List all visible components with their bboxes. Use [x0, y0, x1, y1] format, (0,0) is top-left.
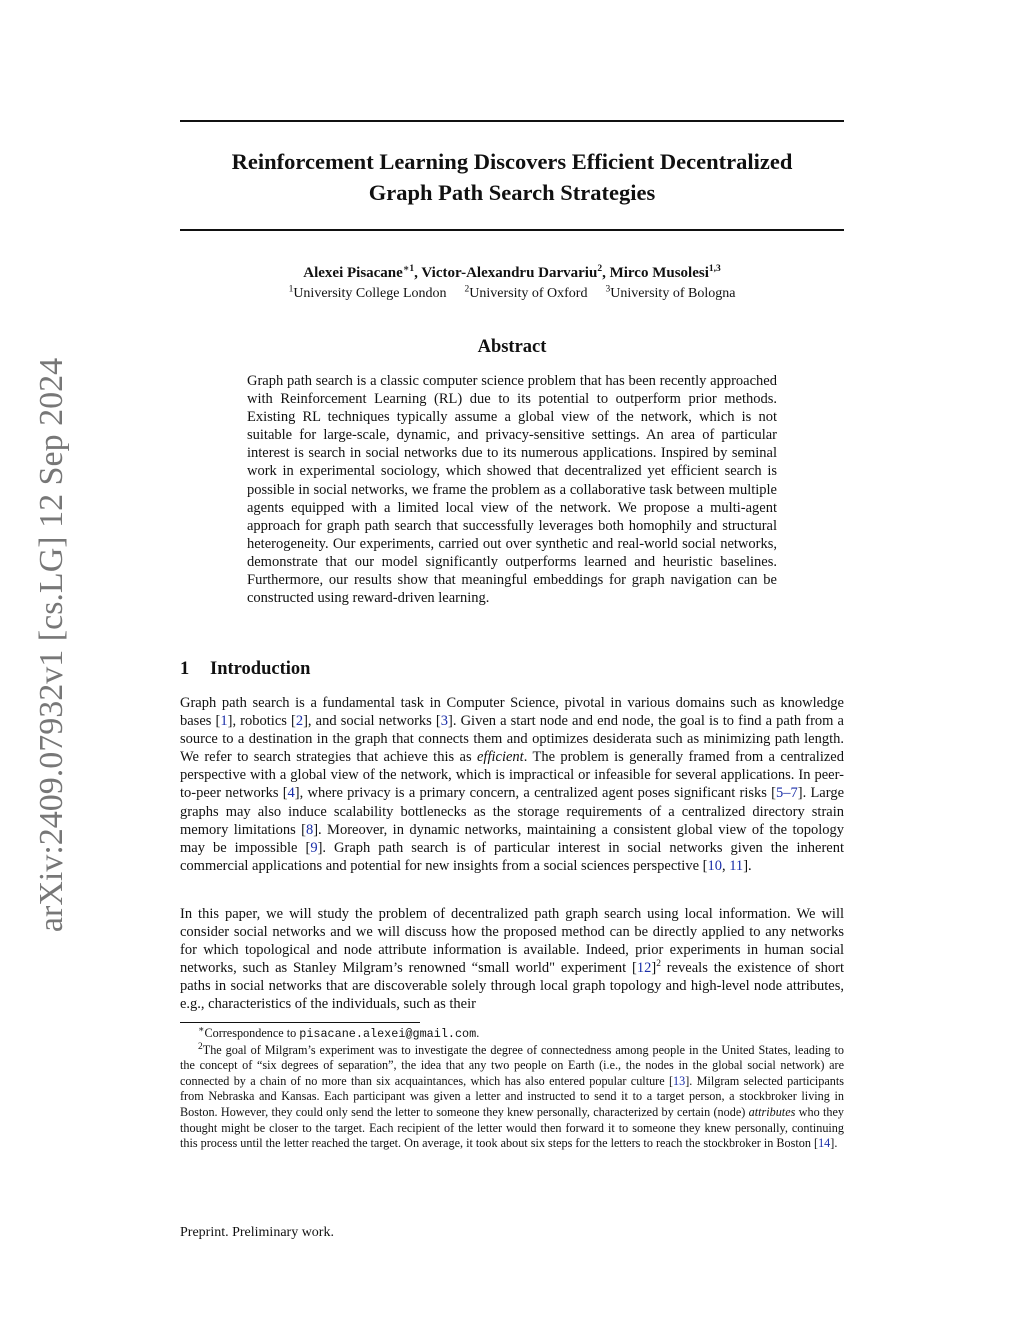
- text-run: ,: [721, 857, 730, 874]
- abstract-text: Graph path search is a classic computer science problem that has been recently approached with Reinforcement Learning (RL) due to its potential to outperform prior methods. Existing RL techniques typically assume a global view of the network, which is not suitable for large-scale, dynamic, and privacy-sensitive settings. An area of particular interest is search in social networks due to its numerous applications. Inspired by seminal work in experimental sociology, which showed that decentralized yet efficient search is possible in social networks, we frame the problem as a collaborative task between multiple agents equipped with a limited local view of the network. We propose a multi-agent approach for graph path search that successfully leverages both homophily and structural heterogeneity. Our experiments, carried out over synthetic and real-world social networks, demonstrate that our model significantly outperforms learned and heuristic baselines. Furthermore, our results show that meaningful embeddings for graph navigation can be constructed using reward-driven learning.: [247, 373, 777, 607]
- intro-paragraph-1: [180, 694, 844, 875]
- affiliation-item: [465, 286, 588, 301]
- arxiv-sidebar-stamp: arXiv:2409.07932v1 [cs.LG] 12 Sep 2024: [33, 357, 70, 933]
- affiliation-name: University College London: [293, 286, 447, 301]
- author-name: Victor-Alexandru Darvariu: [421, 265, 598, 281]
- emphasis-text: efficient: [477, 749, 524, 766]
- text-run: In this paper, we will study the problem of decentralized path graph search using local information. We will consider social networks and we will discuss how the proposed method can be directly applied to any networks for which topological and node attribute information is available. Indeed, prior experiments in human social networks, such as Stanley Milgram’s renowned “small world" experiment [: [180, 906, 844, 977]
- author-name: Alexei Pisacane: [303, 265, 403, 281]
- title-rule-top: [180, 120, 844, 122]
- affiliation-name: University of Oxford: [469, 286, 588, 301]
- footnote-mark: 2: [656, 959, 661, 970]
- affiliation-number: 3: [605, 284, 611, 295]
- text-run: ]. Milgram selected participants from Nebraska and Kansas. Each participant was given a letter and instructed to send it to a target person, a stockbroker living in Boston. However, they could only send the letter to someone they knew personally, characterized by certain (node): [180, 1073, 844, 1119]
- title-line-1: Reinforcement Learning Discovers Efficient Decentralized: [231, 149, 793, 174]
- citation-link[interactable]: 8: [305, 821, 314, 838]
- affiliation-item: [605, 286, 735, 301]
- text-run: ], robotics [: [227, 713, 296, 730]
- citation-link[interactable]: 12: [636, 960, 652, 977]
- author-affiliation-mark: 2: [597, 264, 603, 274]
- text-run: ].: [830, 1136, 838, 1151]
- footnotes: [180, 1026, 844, 1152]
- email-address: pisacane.alexei@gmail.com: [299, 1027, 477, 1041]
- text-run: ], where privacy is a primary concern, a centralized agent poses significant risks [: [294, 785, 776, 802]
- text-run: .: [476, 1026, 480, 1040]
- text-run: ].: [743, 857, 752, 874]
- affiliation-name: University of Bologna: [610, 286, 736, 301]
- citation-link[interactable]: 4: [287, 785, 295, 802]
- footnote-mark: 2: [198, 1041, 203, 1052]
- title-line-2: Graph Path Search Strategies: [368, 180, 656, 205]
- citation-link[interactable]: 14: [818, 1136, 831, 1151]
- author-name: Mirco Musolesi: [609, 265, 709, 281]
- footnote-1: [180, 1026, 844, 1043]
- text-run: ], and social networks [: [303, 713, 441, 730]
- section-heading-introduction: [180, 659, 310, 680]
- affiliation-number: 2: [464, 284, 470, 295]
- preprint-note: Preprint. Preliminary work.: [180, 1225, 334, 1240]
- text-run: ]. Large graphs may also induce scalability bottlenecks as the storage requirements of a centralized directory strain memory limitations [: [180, 785, 844, 838]
- text-run: ]. Graph path search is of particular interest in social networks given the inherent commercial applications and potential for new insights from a social sciences perspective [: [180, 839, 844, 874]
- citation-link[interactable]: 11: [729, 857, 744, 874]
- author-affiliation-mark: 1,3: [708, 264, 721, 274]
- author-separator: ,: [414, 265, 422, 281]
- text-run: Graph path search is a fundamental task in Computer Science, pivotal in various domains such as knowledge bases [: [180, 695, 844, 730]
- footnote-2: [180, 1043, 844, 1152]
- author-affiliation-mark: ∗1: [402, 264, 415, 274]
- citation-link[interactable]: 3: [440, 713, 448, 730]
- citation-link[interactable]: 2: [295, 713, 304, 730]
- affiliation-list: [180, 285, 844, 303]
- text-run: Correspondence to: [204, 1026, 300, 1040]
- title-rule-bottom: [180, 229, 844, 231]
- footnote-rule: [180, 1022, 420, 1023]
- text-run: reveals the existence of short paths in social networks that are discoverable solely through local graph topology and high-level node attributes, e.g., characteristics of the individuals, such as their: [180, 960, 844, 1013]
- paper-title: [180, 146, 844, 208]
- text-run: The goal of Milgram’s experiment was to investigate the degree of connectedness among people in the United States, leading to the concept of “six degrees of separation”, the idea that any two people on Earth (i.e., the nodes in the global social network) are connected by a chain of no more than six acquaintances, which has also entered popular culture [: [180, 1042, 844, 1088]
- text-run: ]. Given a start node and end node, the goal is to find a path from a source to a destination in the graph that connects them and optimizes desiderata such as minimizing path length. We refer to search strategies that achieve this as: [180, 713, 844, 766]
- text-run: ]. Moreover, in dynamic networks, maintaining a consistent global view of the topology may be impossible [: [180, 821, 844, 856]
- abstract-heading: Abstract: [477, 337, 547, 357]
- affiliation-item: [289, 286, 447, 301]
- emphasis-text: attributes: [748, 1104, 796, 1119]
- citation-link[interactable]: 13: [673, 1073, 686, 1088]
- section-title: Introduction: [210, 659, 311, 679]
- citation-link[interactable]: 1: [220, 713, 228, 730]
- citation-link[interactable]: 9: [310, 839, 318, 856]
- citation-link[interactable]: 10: [707, 857, 722, 874]
- author-list: [180, 263, 844, 283]
- footnote-mark: ∗: [198, 1024, 205, 1035]
- text-run: who they thought might be closer to the target. Each recipient of the letter would then forward it to someone they knew personally, continuing this process until the letter reached the target. On average, it took about six steps for the letters to reach the stockbroker in Boston [: [180, 1104, 844, 1151]
- text-run: . The problem is generally framed from a centralized perspective with a global view of the network, which is impractical or infeasible for several applications. In peer-to-peer networks [: [180, 749, 844, 802]
- citation-link[interactable]: 5–7: [776, 785, 798, 802]
- intro-paragraph-2: [180, 905, 844, 1014]
- affiliation-number: 1: [288, 284, 294, 295]
- text-run: ]: [651, 960, 657, 977]
- section-number: 1: [180, 659, 190, 679]
- author-separator: ,: [602, 265, 610, 281]
